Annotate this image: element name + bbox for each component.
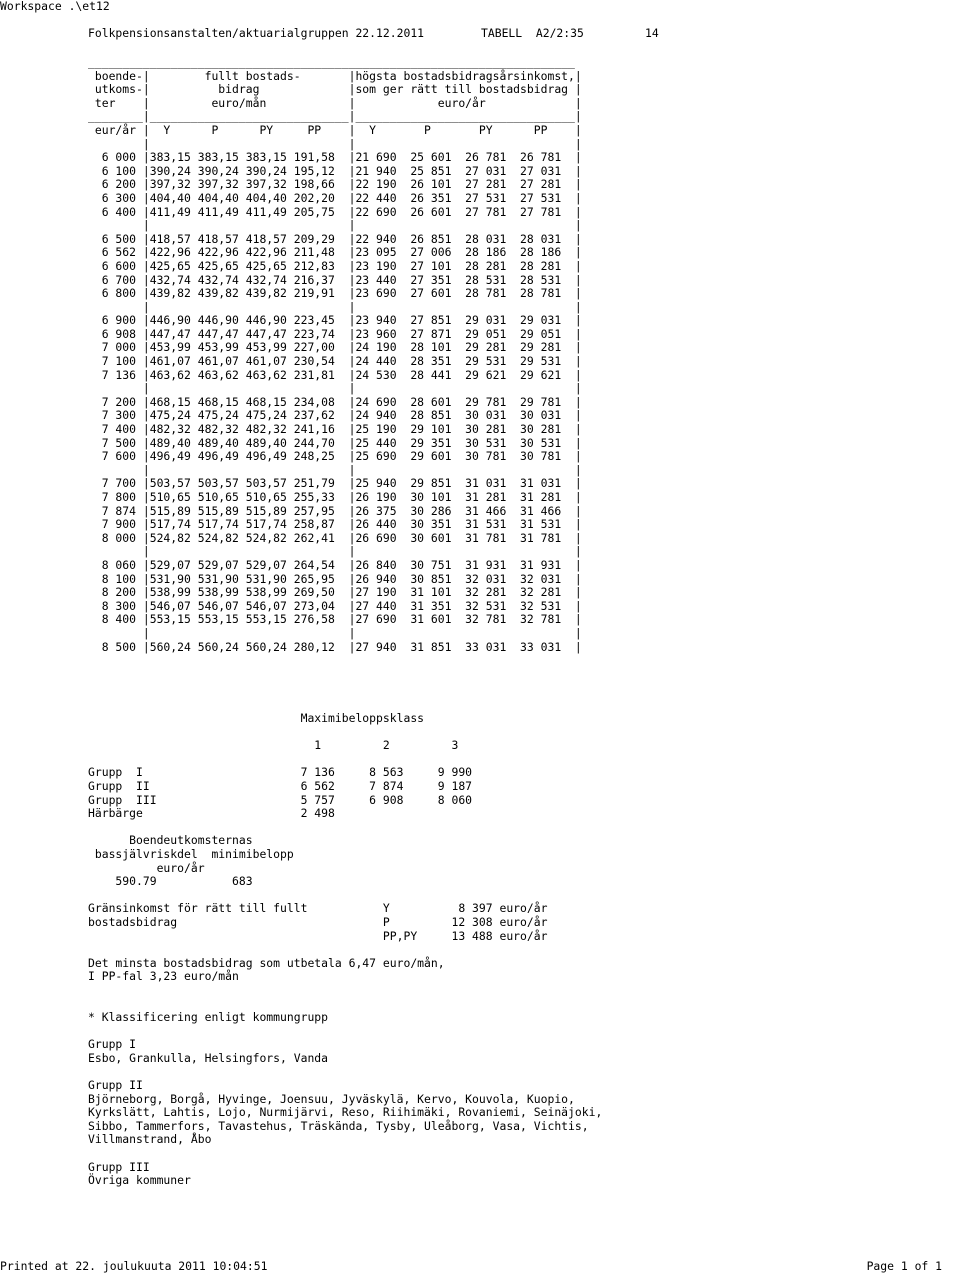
table-line: 7 500 |489,40 489,40 489,40 244,70 |25 440 29 351 30 531 30 531 | — [88, 435, 582, 450]
table-line: | | | — [88, 136, 582, 151]
table-line: 6 700 |432,74 432,74 432,74 216,37 |23 440 27 351 28 531 28 531 | — [88, 272, 582, 287]
workspace-header: Workspace .\et12 — [0, 0, 110, 13]
note-line: euro/år — [88, 860, 205, 875]
table-line: 8 500 |560,24 560,24 560,24 280,12 |27 940 31 851 33 031 33 031 | — [88, 639, 582, 654]
note-line: Grupp III — [88, 1159, 150, 1174]
note-line: Grupp II — [88, 1078, 143, 1093]
note-line: Det minsta bostadsbidrag som utbetala 6,47 euro/mån, — [88, 955, 445, 970]
table-line: | | | — [88, 544, 582, 559]
note-line: Esbo, Grankulla, Helsingfors, Vanda — [88, 1050, 329, 1065]
print-timestamp: Printed at 22. joulukuuta 2011 10:04:51 — [0, 1259, 268, 1273]
note-line: Grupp II 6 562 7 874 9 187 — [88, 778, 473, 793]
table-id: TABELL A2/2:35 — [481, 26, 584, 40]
table-line: 7 400 |482,32 482,32 482,32 241,16 |25 190 29 101 30 281 30 281 | — [88, 422, 582, 437]
housing-allowance-table — [88, 56, 582, 654]
note-line: Kyrkslätt, Lahtis, Lojo, Nurmijärvi, Reso, Riihimäki, Rovaniemi, Seinäjoki, — [88, 1105, 603, 1120]
table-line: 7 874 |515,89 515,89 515,89 257,95 |26 375 30 286 31 466 31 466 | — [88, 503, 582, 518]
table-line: utkoms-| bidrag |som ger rätt till bostadsbidrag | — [88, 82, 582, 97]
table-line: | | | — [88, 462, 582, 477]
table-line: 7 800 |510,65 510,65 510,65 255,33 |26 190 30 101 31 281 31 281 | — [88, 490, 582, 504]
table-line: | | | — [88, 625, 582, 640]
note-line: 590.79 683 — [88, 874, 253, 889]
note-line — [88, 1147, 602, 1161]
table-line: 6 800 |439,82 439,82 439,82 219,91 |23 690 27 601 28 781 28 781 | — [88, 286, 582, 301]
table-line: 8 200 |538,99 538,99 538,99 269,50 |27 190 31 101 32 281 32 281 | — [88, 585, 582, 600]
table-line: 6 300 |404,40 404,40 404,40 202,20 |22 440 26 351 27 531 27 531 | — [88, 190, 582, 205]
table-line: 7 600 |496,49 496,49 496,49 248,25 |25 690 29 601 30 781 30 781 | — [88, 449, 582, 464]
note-line: * Klassificering enligt kommungrupp — [88, 1010, 329, 1025]
note-line: Grupp I — [88, 1037, 137, 1052]
table-line: 7 200 |468,15 468,15 468,15 234,08 |24 690 28 601 29 781 29 781 | — [88, 394, 582, 409]
note-line — [88, 821, 602, 835]
table-line: 6 908 |447,47 447,47 447,47 223,74 |23 960 27 871 29 051 29 051 | — [88, 326, 582, 341]
table-line: 6 500 |418,57 418,57 418,57 209,29 |22 940 26 851 28 031 28 031 | — [88, 231, 582, 246]
note-line: bassjälvriskdel minimibelopp — [88, 846, 294, 861]
table-line: 6 100 |390,24 390,24 390,24 195,12 |21 940 25 851 27 031 27 031 | — [88, 163, 582, 178]
note-line: Sibbo, Tammerfors, Tavastehus, Träskända, Tysby, Uleåborg, Vasa, Vichtis, — [88, 1118, 589, 1133]
table-line: eur/år | Y P PY PP | Y P PY PP | — [88, 122, 582, 137]
note-line: Gränsinkomst för rätt till fullt Y 8 397 euro/år — [88, 901, 548, 916]
note-line: I PP-fal 3,23 euro/mån — [88, 969, 239, 984]
table-line: boende-| fullt bostads- |högsta bostadsbidragsårsinkomst,| — [88, 68, 582, 83]
note-line — [88, 889, 602, 903]
table-line: 7 136 |463,62 463,62 463,62 231,81 |24 530 28 441 29 621 29 621 | — [88, 367, 582, 382]
note-line: Boendeutkomsternas — [88, 833, 253, 848]
note-line: bostadsbidrag P 12 308 euro/år — [88, 914, 548, 929]
note-line: PP,PY 13 488 euro/år — [88, 928, 548, 943]
table-line: 6 200 |397,32 397,32 397,32 198,66 |22 190 26 101 27 281 27 281 | — [88, 177, 582, 192]
table-line: 6 600 |425,65 425,65 425,65 212,83 |23 190 27 101 28 281 28 281 | — [88, 258, 582, 273]
notes-section — [88, 712, 602, 1188]
note-line — [88, 984, 602, 998]
table-line: ter | euro/mån | euro/år | — [88, 95, 582, 110]
table-line: 8 300 |546,07 546,07 546,07 273,04 |27 440 31 351 32 531 32 531 | — [88, 598, 582, 613]
note-line: Grupp I 7 136 8 563 9 990 — [88, 765, 473, 780]
table-line: 8 060 |529,07 529,07 529,07 264,54 |26 840 30 751 31 931 31 931 | — [88, 557, 582, 572]
note-line — [88, 943, 602, 957]
table-line: | | | — [88, 381, 582, 396]
note-line — [88, 1065, 602, 1079]
table-line: | | | — [88, 218, 582, 233]
table-line: 6 000 |383,15 383,15 383,15 191,58 |21 690 25 601 26 781 26 781 | — [88, 150, 582, 165]
table-line: 7 300 |475,24 475,24 475,24 237,62 |24 940 28 851 30 031 30 031 | — [88, 408, 582, 423]
table-line: 6 900 |446,90 446,90 446,90 223,45 |23 940 27 851 29 031 29 031 | — [88, 313, 582, 328]
note-line: 1 2 3 — [88, 738, 459, 753]
note-line: Villmanstrand, Åbo — [88, 1132, 212, 1147]
note-line — [88, 753, 602, 767]
note-line: Övriga kommuner — [88, 1173, 191, 1188]
note-line: Grupp III 5 757 6 908 8 060 — [88, 792, 473, 807]
table-line: _______________________________________________________________________ — [88, 55, 575, 69]
table-line: ________|_____________________________|________________________________| — [88, 109, 582, 124]
table-line: 7 700 |503,57 503,57 503,57 251,79 |25 940 29 851 31 031 31 031 | — [88, 476, 582, 491]
note-line — [88, 726, 602, 740]
table-line: 8 000 |524,82 524,82 524,82 262,41 |26 690 30 601 31 781 31 781 | — [88, 530, 582, 545]
note-line: Björneborg, Borgå, Hyvinge, Joensuu, Jyväskylä, Kervo, Kouvola, Kuopio, — [88, 1091, 575, 1106]
table-line: 6 562 |422,96 422,96 422,96 211,48 |23 095 27 006 28 186 28 186 | — [88, 245, 582, 260]
table-line: 7 000 |453,99 453,99 453,99 227,00 |24 190 28 101 29 281 29 281 | — [88, 340, 582, 355]
table-line: | | | — [88, 299, 582, 314]
page-count: Page 1 of 1 — [866, 1259, 942, 1273]
note-line: Maximibeloppsklass — [88, 711, 425, 725]
table-line: 6 400 |411,49 411,49 411,49 205,75 |22 690 26 601 27 781 27 781 | — [88, 204, 582, 219]
note-line — [88, 997, 602, 1011]
table-line: 8 100 |531,90 531,90 531,90 265,95 |26 940 30 851 32 031 32 031 | — [88, 571, 582, 586]
table-line: 8 400 |553,15 553,15 553,15 276,58 |27 690 31 601 32 781 32 781 | — [88, 612, 582, 627]
note-line: Härbärge 2 498 — [88, 806, 335, 821]
table-line: 7 100 |461,07 461,07 461,07 230,54 |24 440 28 351 29 531 29 531 | — [88, 354, 582, 369]
organisation-title: Folkpensionsanstalten/aktuarialgruppen 22.12.2011 — [88, 26, 425, 40]
page-number: 14 — [645, 26, 659, 40]
note-line — [88, 1025, 602, 1039]
table-line: 7 900 |517,74 517,74 517,74 258,87 |26 440 30 351 31 531 31 531 | — [88, 517, 582, 532]
